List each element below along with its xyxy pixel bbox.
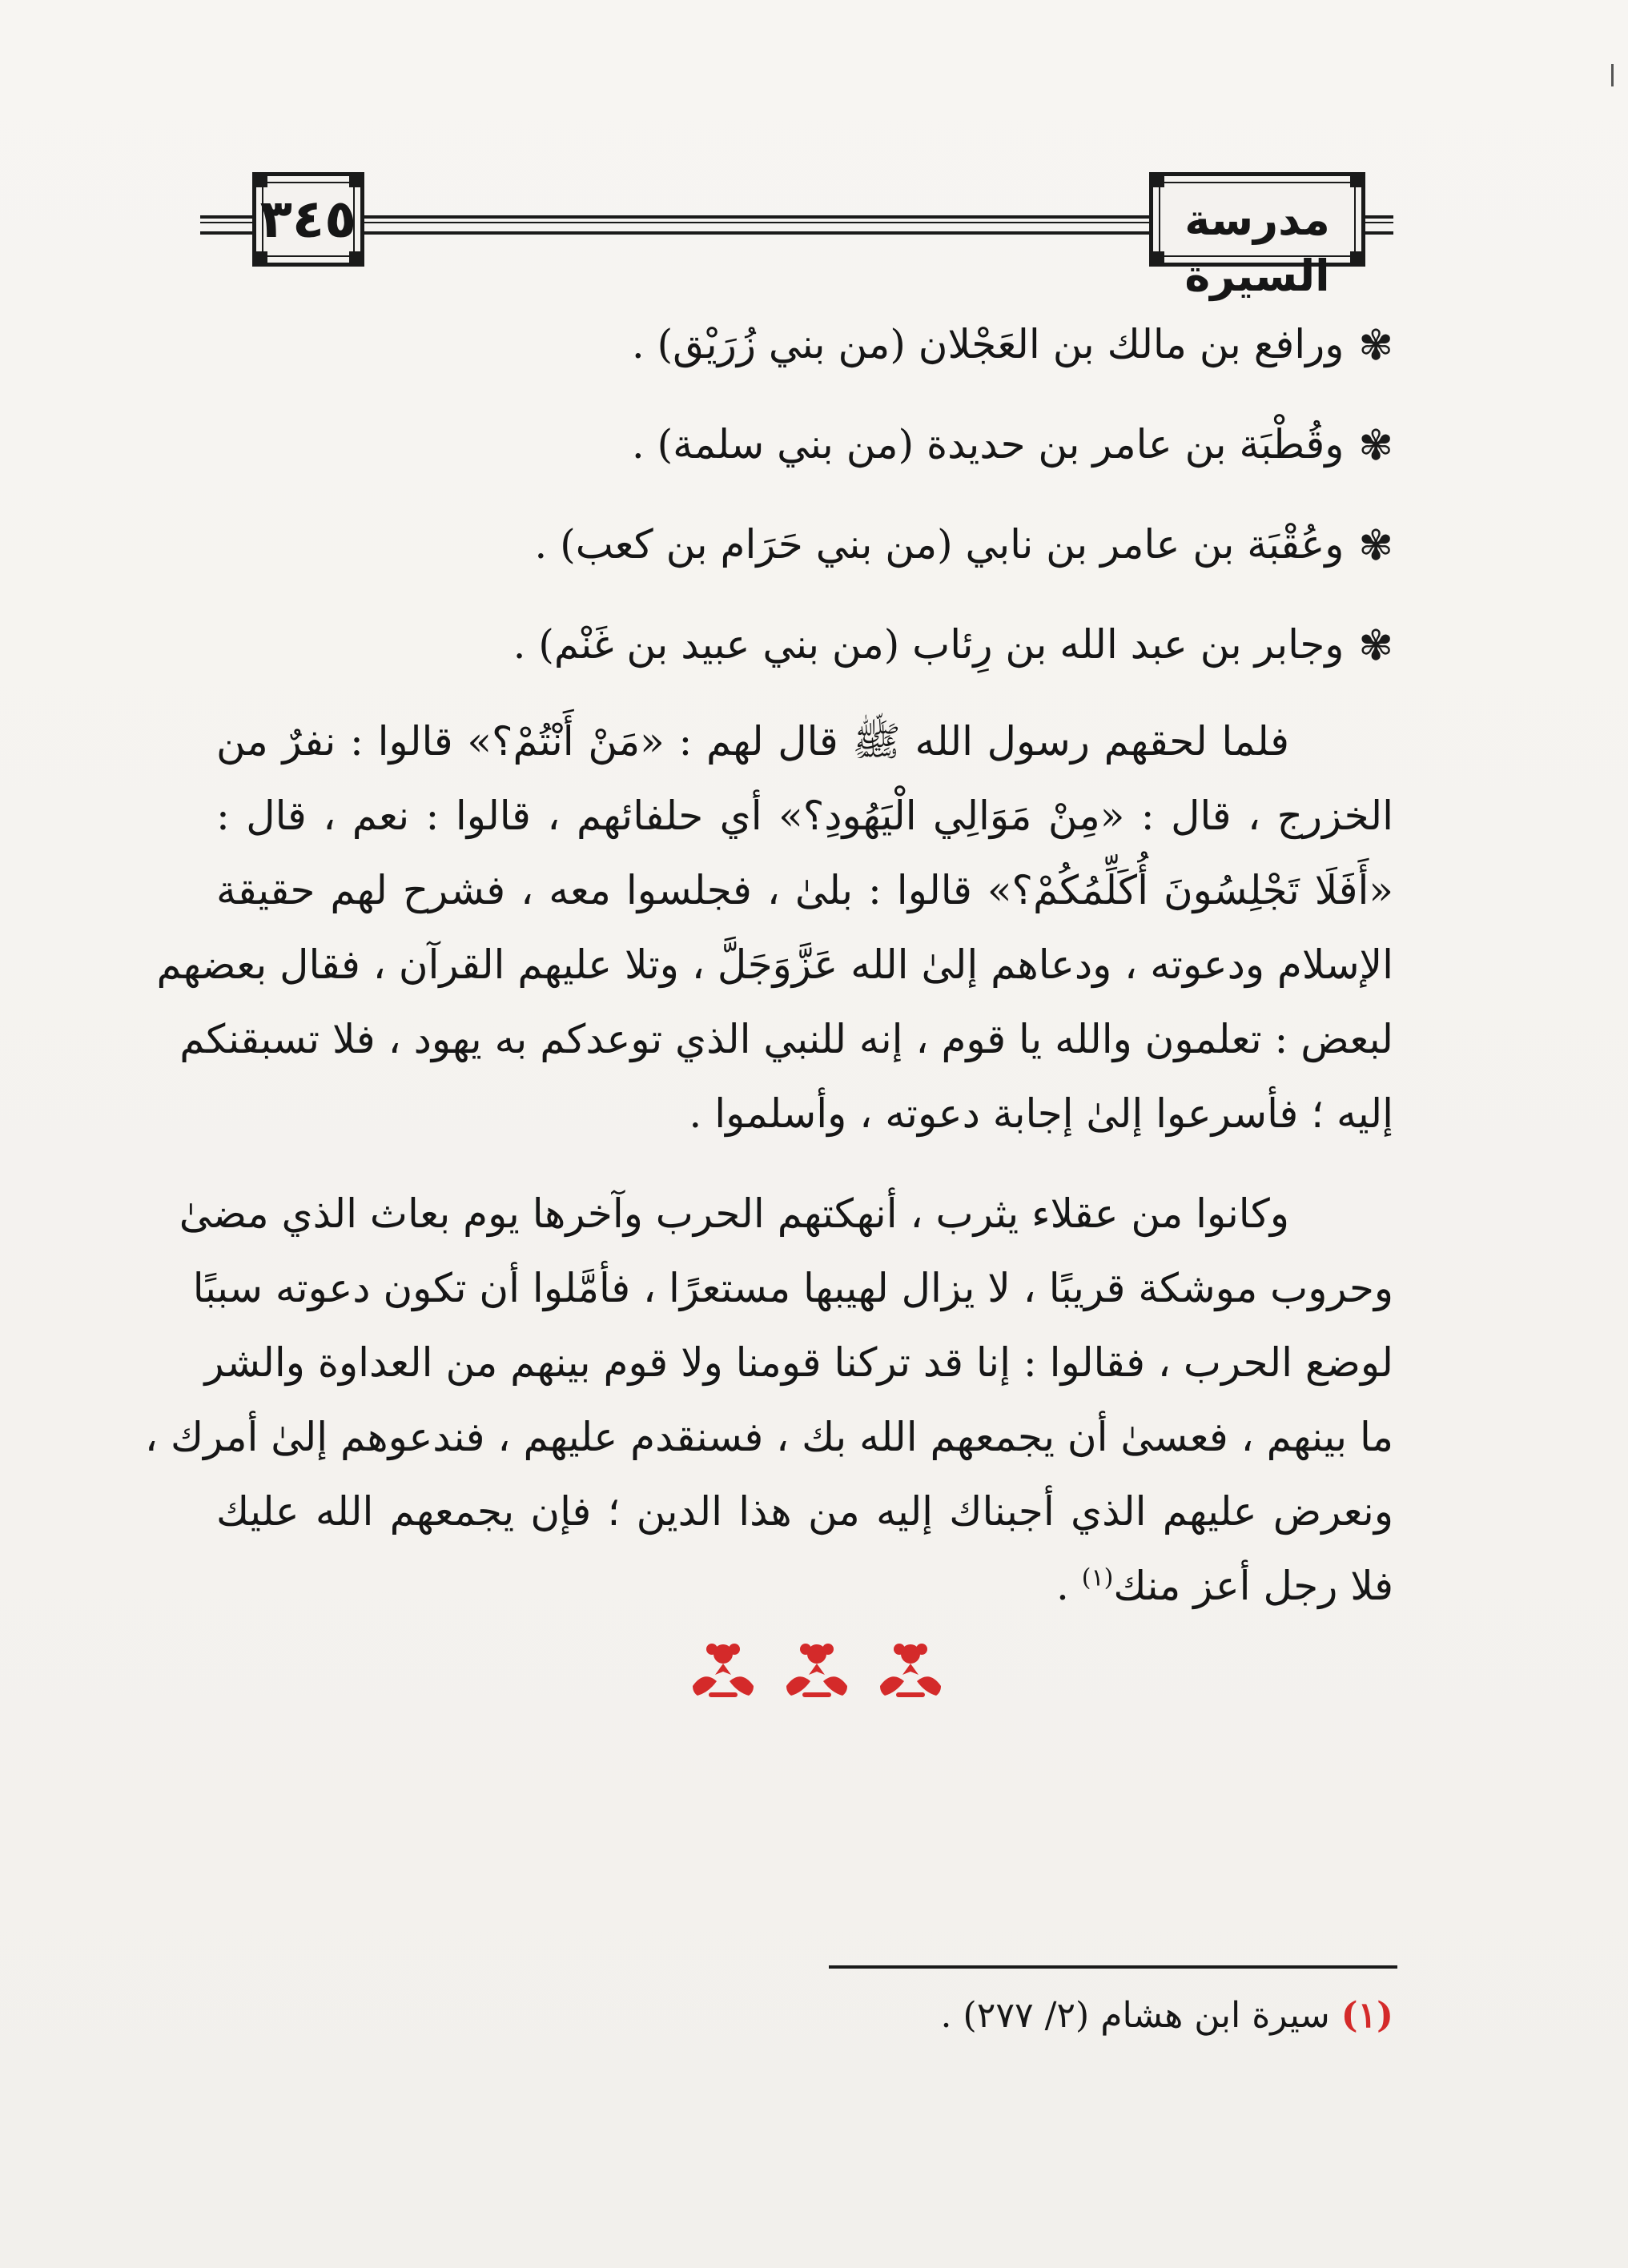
text-line: لوضع الحرب ، فقالوا : إنا قد تركنا قومنا ولا قوم بينهم من العداوة والشر	[204, 1339, 1393, 1386]
list-item: ✾وقُطْبَة بن عامر بن حديدة (من بني سلمة) .	[216, 416, 1393, 516]
header-rule-middle	[364, 215, 1149, 235]
page-number: ٣٤٥	[259, 188, 357, 250]
edge-mark	[1611, 64, 1623, 86]
text-line: «أَفَلَا تَجْلِسُونَ أُكَلِّمُكُمْ؟» قالوا : بلىٰ ، فجلسوا معه ، فشرح لهم حقيقة	[216, 867, 1393, 913]
text-line: لبعض : تعلمون والله يا قوم ، إنه للنبي الذي توعدكم به يهود ، فلا تسبقنكم	[179, 1016, 1393, 1062]
text-line: وكانوا من عقلاء يثرب ، أنهكتهم الحرب وآخرها يوم بعاث الذي مضىٰ	[179, 1190, 1289, 1237]
floral-ornament-icon	[685, 1640, 762, 1704]
paragraph-meeting	[156, 704, 1393, 1151]
text-line: الخزرج ، قال : «مِنْ مَوَالِي الْيَهُودِ؟» أي حلفائهم ، قالوا : نعم ، قال :	[216, 793, 1393, 839]
floral-ornament-icon	[685, 1640, 949, 1704]
list-item: ✾ورافع بن مالك بن العَجْلان (من بني زُرَيْق) .	[216, 316, 1393, 416]
running-title-frame	[1149, 172, 1365, 301]
footnote-marker: (١)	[1081, 1564, 1114, 1592]
footnote-text: سيرة ابن هشام (٢/ ٢٧٧) .	[940, 1995, 1341, 2036]
flower-bullet-icon: ✾	[1358, 322, 1393, 370]
list-item: ✾وجابر بن عبد الله بن رِئاب (من بني عبيد بن غَنْم) .	[216, 616, 1393, 717]
header-rule-left	[200, 215, 256, 235]
text-line: إليه ؛ فأسرعوا إلىٰ إجابة دعوته ، وأسلموا .	[689, 1090, 1393, 1137]
companion-list	[216, 316, 1393, 717]
running-title: مدرسة السيرة	[1184, 195, 1330, 301]
flower-bullet-icon: ✾	[1358, 622, 1393, 670]
header-rule-right	[1361, 215, 1393, 235]
floral-ornament-icon	[872, 1640, 949, 1704]
page-header	[200, 172, 1393, 301]
text-line: الإسلام ودعوته ، ودعاهم إلىٰ الله عَزَّوَجَلَّ ، وتلا عليهم القرآن ، فقال بعضهم	[156, 941, 1393, 988]
footnote-separator	[829, 1965, 1397, 1969]
text-line: فلا رجل أعز منك$^{(١)}$ .	[1055, 1563, 1393, 1609]
floral-ornament-icon	[778, 1640, 855, 1704]
text-line: فلما لحقهم رسول الله ﷺ قال لهم : «مَنْ أَنْتُمْ؟» قالوا : نفرٌ من	[216, 718, 1289, 765]
flower-bullet-icon: ✾	[1358, 522, 1393, 570]
footnote-number: (١)	[1341, 1995, 1393, 2036]
page-number-frame	[252, 172, 364, 267]
text-line: ونعرض عليهم الذي أجبناك إليه من هذا الدين ؛ فإن يجمعهم الله عليك	[216, 1488, 1393, 1535]
flower-bullet-icon: ✾	[1358, 422, 1393, 470]
text-line: وحروب موشكة قريبًا ، لا يزال لهيبها مستعرًا ، فأمَّلوا أن تكون دعوته سببًا	[192, 1265, 1393, 1311]
list-item: ✾وعُقْبَة بن عامر بن نابي (من بني حَرَام بن كعب) .	[216, 516, 1393, 616]
footnote	[801, 1992, 1393, 2040]
text-line: ما بينهم ، فعسىٰ أن يجمعهم الله بك ، فسنقدم عليهم ، فندعوهم إلىٰ أمرك ،	[144, 1414, 1393, 1460]
paragraph-yathrib	[144, 1177, 1393, 1624]
